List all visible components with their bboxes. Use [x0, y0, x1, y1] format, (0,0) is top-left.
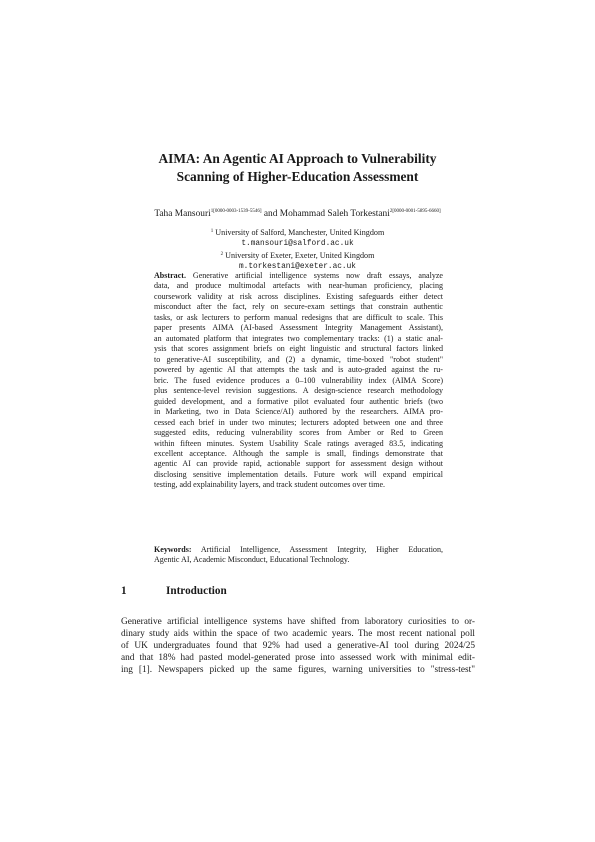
- section-title: Introduction: [166, 585, 227, 597]
- body-line: and that 18% had pasted model-generated prose into assessed work with minimal edit-: [121, 652, 475, 663]
- abstract-line: plus sentence-level revision suggestions. A design-science research methodology: [154, 386, 443, 396]
- abstract-text: Generative artificial intelligence systems now draft essays, analyze: [192, 271, 443, 280]
- abstract-line: paper presents AIMA (AI-based Assessment Integrity Management Assistant),: [154, 323, 443, 333]
- abstract-line: to generative-AI susceptibility, and (2) a dynamic, time-boxed "robot student": [154, 354, 443, 364]
- title-line: Scanning of Higher-Education Assessment: [176, 169, 419, 184]
- body-line: ing [1]. Newspapers picked up the same figures, warning universities to "stress-test": [121, 664, 475, 675]
- affiliation-institution: University of Salford, Manchester, United Kingdom: [215, 228, 385, 237]
- abstract-line: in Marketing, two in Data Science/AI) authored by the researchers. AIMA pro-: [154, 407, 443, 417]
- abstract-line: testing, add explainability layers, and track student outcomes over time.: [154, 480, 386, 490]
- body-paragraph: [121, 617, 475, 676]
- abstract-line: an automated platform that integrates two complementary tracks: (1) a static anal-: [154, 333, 443, 343]
- author-name: Taha Mansouri: [154, 209, 211, 219]
- abstract-line: guided development, and a formative pilot evaluated four authentic briefs (two: [154, 396, 443, 406]
- keywords-text: Artificial Intelligence, Assessment Integrity, Higher Education,: [200, 545, 443, 554]
- body-line: Generative artificial intelligence systems have shifted from laboratory curiosities to or-: [121, 617, 475, 627]
- abstract-line: [154, 271, 443, 281]
- abstract-line: cessed each brief in under two minutes; lecturers adopted between one and three: [154, 417, 443, 427]
- abstract-line: agentic AI can provide rapid, actionable support for assessment design without: [154, 459, 443, 469]
- abstract-line: ysis that scores assignment briefs on eight linguistic and structural factors linked: [154, 344, 443, 354]
- paper-title: [100, 150, 495, 186]
- abstract-label: Abstract.: [154, 271, 186, 280]
- title-line: AIMA: An Agentic AI Approach to Vulnerability: [158, 151, 437, 166]
- abstract-line: coursework validity at risk across disciplines. Existing safeguards either detect: [154, 291, 443, 301]
- abstract-line: misconduct after the fact, rely on secure-exam settings that constrain authentic: [154, 302, 443, 312]
- abstract-line: data, and produce multimodal artefacts with near-human proficiency, placing: [154, 281, 443, 291]
- affiliation-email[interactable]: t.mansouri@salford.ac.uk: [241, 239, 354, 248]
- author-separator: and: [261, 209, 280, 219]
- abstract-line: excellent acceptance. Although the sample is small, findings demonstrate that: [154, 448, 443, 458]
- keywords-line: [154, 545, 443, 555]
- author-orcid: 2[0000-0001-5895-6660]: [389, 209, 441, 214]
- body-line: dinary study aids within the space of two academic years. The most recent national poll: [121, 628, 475, 639]
- affiliation-mark: 1: [210, 229, 214, 234]
- abstract-line: suggested edits, reducing vulnerability scores from Amber or Red to Green: [154, 428, 443, 438]
- affiliation-institution: University of Exeter, Exeter, United Kingdom: [225, 251, 375, 260]
- section-heading: [121, 585, 227, 597]
- affiliation-mark: 2: [220, 252, 224, 257]
- abstract-line: disclosing sensitive implementation details. Future work will expand empirical: [154, 469, 443, 479]
- abstract: [154, 271, 443, 491]
- affiliation: [120, 227, 475, 249]
- keywords: [154, 545, 443, 566]
- body-line: of UK undergraduates found that 92% had used a generative-AI tool during 2024/25: [121, 640, 475, 651]
- keywords-line: Agentic AI, Academic Misconduct, Educational Technology.: [154, 555, 350, 565]
- abstract-line: powered by agentic AI that attempts the task and is auto-graded against the ru-: [154, 365, 443, 375]
- abstract-line: bric. The fused evidence produces a 0–100 vulnerability index (AIMA Score): [154, 375, 443, 385]
- abstract-line: tasks, or ask lecturers to perform manual redesigns that are difficult to scale. This: [154, 312, 443, 322]
- author-list: [80, 206, 515, 220]
- affiliation-email[interactable]: m.torkestani@exeter.ac.uk: [239, 262, 356, 271]
- author-orcid: 1[0000-0003-1539-5546]: [210, 209, 262, 214]
- affiliation: [120, 250, 475, 272]
- abstract-line: within fifteen minutes. System Usability Scale ratings averaged 83.5, indicating: [154, 438, 443, 448]
- author-name: Mohammad Saleh Torkestani: [279, 209, 390, 219]
- keywords-label: Keywords:: [154, 545, 192, 554]
- section-number: 1: [121, 585, 127, 597]
